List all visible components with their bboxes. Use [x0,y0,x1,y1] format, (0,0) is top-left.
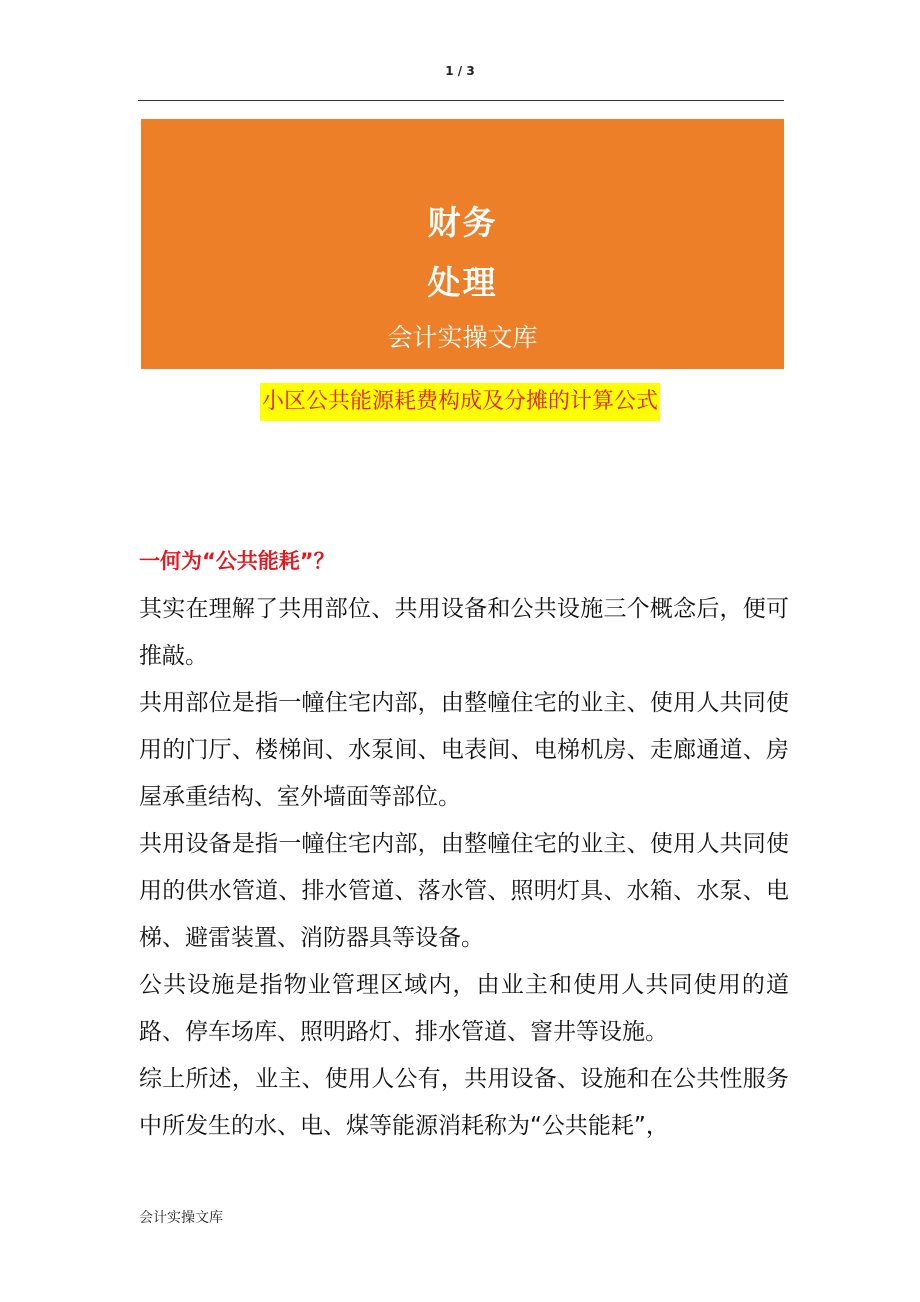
document-body [139,542,789,1150]
paragraph: 共用设备是指一幢住宅内部，由整幢住宅的业主、使用人共同使用的供水管道、排水管道、落水管、照明灯具、水箱、水泵、电梯、避雷装置、消防器具等设备。 [139,831,789,951]
document-title: 小区公共能源耗费构成及分摊的计算公式 [260,383,660,421]
paragraph: 综上所述，业主、使用人公有，共用设备、设施和在公共性服务中所发生的水、电、煤等能源消耗称为“公共能耗”， [139,1066,789,1139]
banner-title-line2: 处理 [427,263,498,302]
banner-title-line1: 财务 [427,203,498,242]
footer-text: 会计实操文库 [139,1210,223,1226]
section-heading: 一何为“公共能耗”？ [139,549,335,573]
document-title-container [0,383,920,421]
header-divider [138,100,784,101]
page-number: 1 / 3 [445,64,475,78]
cover-banner [141,119,784,369]
banner-subtitle: 会计实操文库 [387,323,538,352]
paragraph: 公共设施是指物业管理区域内，由业主和使用人共同使用的道路、停车场库、照明路灯、排水管道、窨井等设施。 [139,972,789,1045]
paragraph: 其实在理解了共用部位、共用设备和公共设施三个概念后，便可推敲。 [139,596,789,669]
paragraph: 共用部位是指一幢住宅内部，由整幢住宅的业主、使用人共同使用的门厅、楼梯间、水泵间、电表间、电梯机房、走廊通道、房屋承重结构、室外墙面等部位。 [139,690,789,810]
